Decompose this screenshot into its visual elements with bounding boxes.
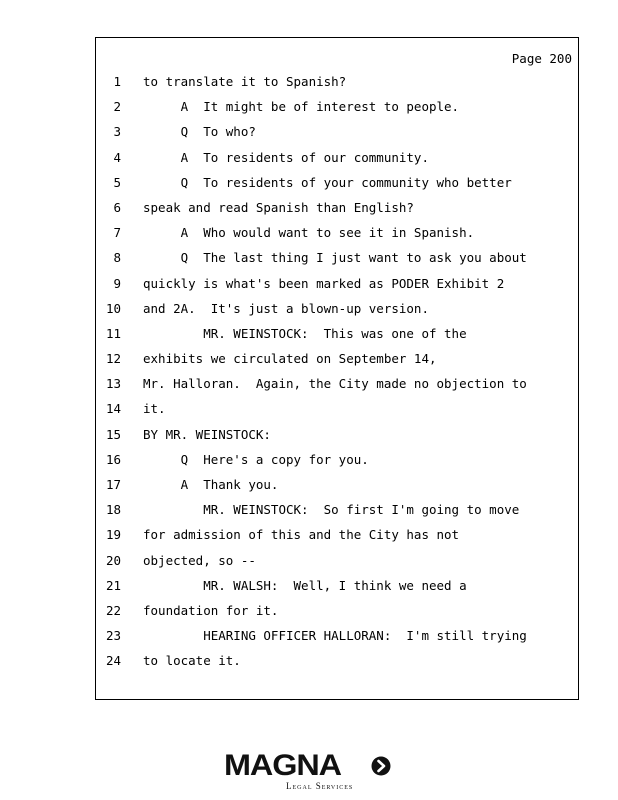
transcript-line [96, 653, 578, 678]
transcript-line [96, 99, 578, 124]
transcript-line [96, 527, 578, 552]
line-number: 5 [113, 174, 121, 190]
line-number: 7 [113, 225, 121, 241]
transcript-line [96, 326, 578, 351]
line-number: 20 [105, 552, 121, 568]
transcript-line [96, 502, 578, 527]
line-text: Mr. Halloran. Again, the City made no objection to [143, 376, 527, 392]
line-text: it. [143, 401, 166, 417]
line-text: A To residents of our community. [143, 149, 429, 165]
transcript-line [96, 301, 578, 326]
line-number: 1 [113, 74, 121, 89]
transcript-page [95, 37, 579, 700]
line-text: HEARING OFFICER HALLORAN: I'm still trying [143, 628, 527, 644]
transcript-line [96, 427, 578, 452]
line-text: to translate it to Spanish? [143, 74, 347, 89]
line-text: A Thank you. [143, 477, 279, 492]
transcript-line [96, 376, 578, 401]
line-number: 17 [105, 477, 121, 492]
line-text: Q The last thing I just want to ask you about [143, 250, 527, 266]
line-number: 12 [105, 351, 121, 367]
transcript-line [96, 452, 578, 477]
line-number: 24 [105, 653, 121, 669]
line-number: 8 [113, 250, 121, 266]
line-number: 23 [105, 628, 121, 644]
logo-wordmark: MAGNA [224, 749, 341, 782]
line-number: 22 [105, 602, 121, 618]
line-text: Q To residents of your community who better [143, 174, 512, 190]
line-number: 4 [113, 149, 121, 165]
line-number: 19 [105, 527, 121, 543]
transcript-line [96, 225, 578, 250]
line-text: Q To who? [143, 124, 256, 140]
line-number: 2 [113, 99, 121, 115]
line-text: objected, so -- [143, 552, 256, 568]
line-number: 14 [105, 401, 121, 417]
line-text: MR. WALSH: Well, I think we need a [143, 577, 467, 593]
transcript-line [96, 553, 578, 578]
transcript-line [96, 150, 578, 175]
line-text: foundation for it. [143, 602, 279, 618]
transcript-line [96, 477, 578, 502]
line-text: A Who would want to see it in Spanish. [143, 225, 475, 241]
line-number: 15 [105, 426, 121, 442]
line-number: 10 [105, 300, 121, 316]
line-text: and 2A. It's just a blown-up version. [143, 300, 429, 316]
transcript-line [96, 628, 578, 653]
magna-logo [224, 750, 399, 794]
transcript-line [96, 124, 578, 149]
line-number: 11 [105, 325, 121, 341]
line-text: A It might be of interest to people. [143, 99, 460, 115]
transcript-line [96, 74, 578, 99]
logo-subtitle: Legal Services [286, 781, 354, 791]
line-number: 21 [105, 577, 121, 593]
chevron-circle-icon [371, 756, 391, 776]
line-text: for admission of this and the City has not [143, 527, 460, 543]
line-text: MR. WEINSTOCK: So first I'm going to move [143, 502, 520, 518]
line-text: exhibits we circulated on September 14, [143, 351, 437, 367]
line-text: to locate it. [143, 653, 241, 669]
line-number: 18 [105, 502, 121, 518]
transcript-line [96, 200, 578, 225]
line-number: 16 [105, 451, 121, 467]
transcript-line [96, 578, 578, 603]
transcript-line [96, 401, 578, 426]
line-number: 9 [113, 275, 121, 291]
line-number: 3 [113, 124, 121, 140]
transcript-line [96, 276, 578, 301]
transcript-lines [96, 74, 578, 679]
line-text: BY MR. WEINSTOCK: [143, 426, 271, 442]
line-number: 13 [105, 376, 121, 392]
transcript-line [96, 175, 578, 200]
transcript-line [96, 250, 578, 275]
transcript-line [96, 603, 578, 628]
line-text: Q Here's a copy for you. [143, 451, 369, 467]
line-text: speak and read Spanish than English? [143, 199, 414, 215]
page-number: Page 200 [511, 51, 572, 66]
transcript-line [96, 351, 578, 376]
line-number: 6 [113, 199, 121, 215]
line-text: quickly is what's been marked as PODER Exhibit 2 [143, 275, 505, 291]
line-text: MR. WEINSTOCK: This was one of the [143, 325, 467, 341]
